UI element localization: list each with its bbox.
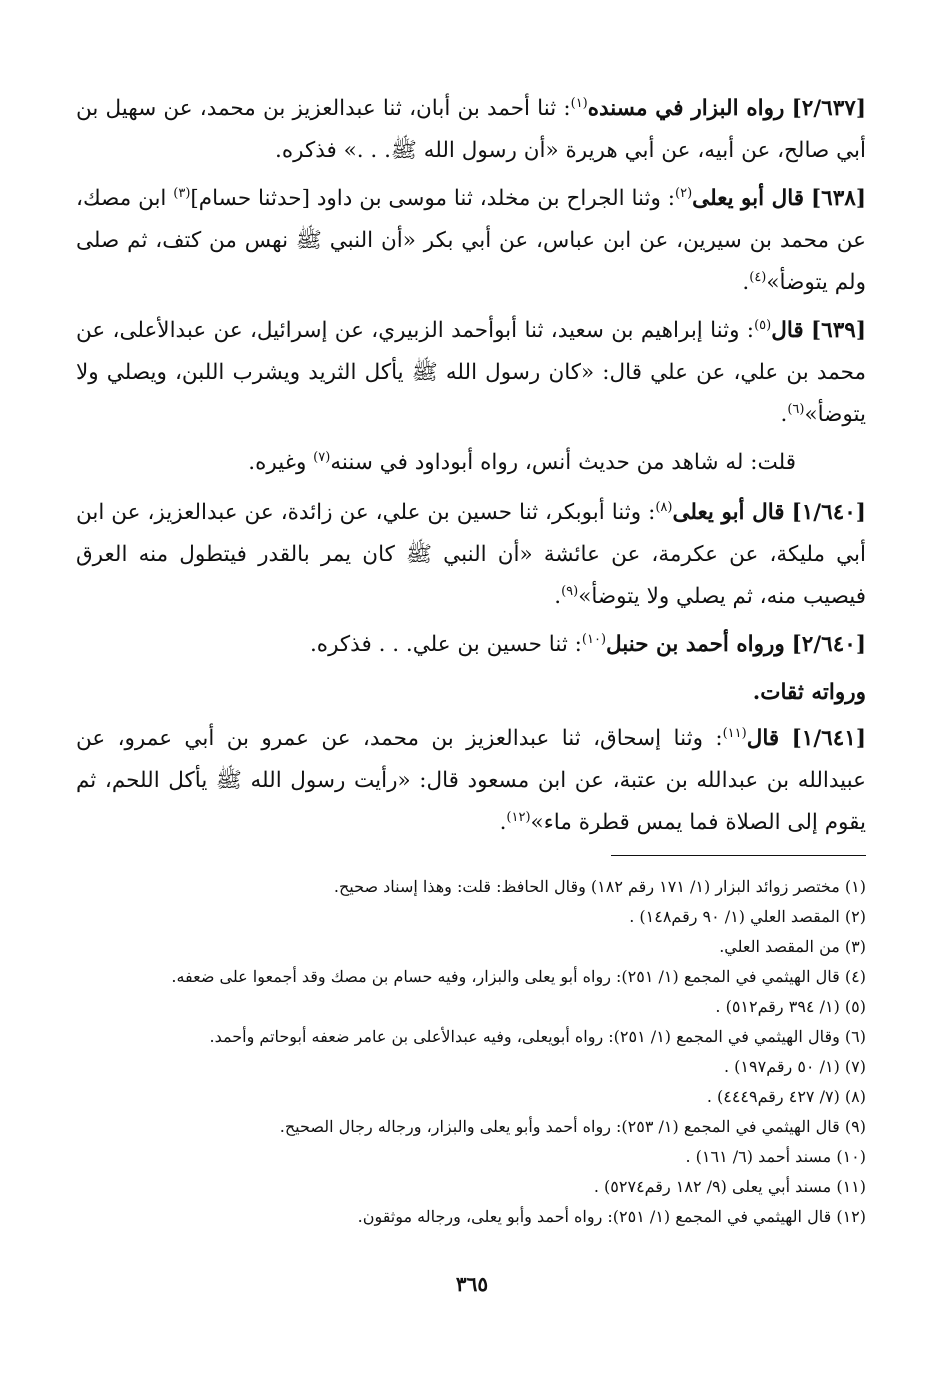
footnote-marker: (٨) <box>655 499 673 515</box>
hadith-637 <box>76 88 866 172</box>
footnote-marker: (١١) <box>722 725 747 741</box>
comment-text: وغيره. <box>248 450 314 475</box>
hadith-text: ابن مصك، عن محمد بن سيرين، عن ابن عباس، عن أبي بكر «أن النبي ﷺ نهس من كتف، ثم صلى ولم يتوضأ» <box>76 186 866 295</box>
hadith-source: قال <box>746 726 780 751</box>
comment-text: قلت: له شاهد من حديث أنس، رواه أبوداود في سننه <box>330 450 796 475</box>
footnote-marker: (٢) <box>675 185 693 201</box>
hadith-ref: [٦٣٨] <box>810 186 866 211</box>
hadith-639 <box>76 310 866 436</box>
footnote: (٢) المقصد العلي (١/ ٩٠ رقم١٤٨) . <box>629 907 866 926</box>
footnote-marker: (٥) <box>754 317 772 333</box>
hadith-641-1 <box>76 718 866 844</box>
footnote-marker: (١) <box>570 95 588 111</box>
main-text <box>76 88 866 850</box>
footnotes <box>76 872 866 1232</box>
footnote-marker: (٣) <box>173 185 191 201</box>
hadith-text: : ثنا أحمد بن أبان، ثنا عبدالعزيز بن محمد، عن سهيل بن أبي صالح، عن أبيه، عن أبي هريرة «أن رسول الله ﷺ. . .» فذكره. <box>76 96 866 163</box>
hadith-source: قال أبو يعلى <box>672 500 785 525</box>
footnote-marker: (٩) <box>561 583 579 599</box>
footnote: (١) مختصر زوائد البزار (١/ ١٧١ رقم ١٨٢) وقال الحافظ: قلت: وهذا إسناد صحيح. <box>333 877 866 896</box>
page-number: ٣٦٥ <box>455 1272 489 1296</box>
footnote: (٥) (١/ ٣٩٤ رقم٥١٢) . <box>715 997 866 1016</box>
hadith-source: ورواه أحمد بن حنبل <box>606 632 785 657</box>
hadith-ref: [٢/٦٤٠] <box>791 632 866 657</box>
footnote: (٣) من المقصد العلي. <box>719 937 866 956</box>
footnote: (١٢) قال الهيثمي في المجمع (١/ ٢٥١): رواه أحمد وأبو يعلى، ورجاله موثقون. <box>357 1207 866 1226</box>
hadith-ref: [٦٣٩] <box>810 318 866 343</box>
footnote: (١٠) مسند أحمد (٦/ ١٦١) . <box>685 1147 866 1166</box>
hadith-text: . <box>742 270 750 295</box>
footnote: (٦) وقال الهيثمي في المجمع (١/ ٢٥١): رواه أبويعلى، وفيه عبدالأعلى بن عامر ضعفه أبوحاتم وأحمد. <box>209 1027 866 1046</box>
footnote-marker: (٧) <box>313 449 331 465</box>
hadith-638 <box>76 178 866 304</box>
footnote: (٤) قال الهيثمي في المجمع (١/ ٢٥١): رواه أبو يعلى والبزار، وفيه حسام بن مصك وقد أجمعوا على ضعفه. <box>171 967 866 986</box>
hadith-640-1 <box>76 492 866 618</box>
footnote-separator <box>611 855 866 856</box>
hadith-text: . <box>554 584 562 609</box>
hadith-text: : وثنا الجراح بن مخلد، ثنا موسى بن داود [حدثنا حسام] <box>190 186 676 211</box>
hadith-ref: [١/٦٤٠] <box>791 500 866 525</box>
hadith-ref: [٢/٦٣٧] <box>791 96 866 121</box>
narrators-note: ورواته ثقات. <box>752 680 866 705</box>
footnote-marker: (١٠) <box>581 631 607 647</box>
footnote: (٩) قال الهيثمي في المجمع (١/ ٢٥٣): رواه أحمد وأبو يعلى والبزار، ورجاله رجال الصحيح. <box>279 1117 866 1136</box>
footnote-marker: (٤) <box>749 269 767 285</box>
footnote-marker: (٦) <box>787 401 805 417</box>
hadith-text: : ثنا حسين بن علي. . . فذكره. <box>309 632 582 657</box>
hadith-text: : وثنا إبراهيم بن سعيد، ثنا أبوأحمد الزبيري، عن إسرائيل، عن عبدالأعلى، عن محمد بن علي، عن علي قال: «كان رسول الله ﷺ يأكل الثريد ويشرب اللبن، ويصلي ولا يتوضأ» <box>76 318 866 427</box>
hadith-ref: [١/٦٤١] <box>791 726 866 751</box>
footnote-marker: (١٢) <box>506 809 531 825</box>
author-comment <box>76 442 866 484</box>
hadith-text: : وثنا إسحاق، ثنا عبدالعزيز بن محمد، عن عمرو بن أبي عمرو، عن عبيدالله بن عبدالله بن عتبة، عن ابن مسعود قال: «رأيت رسول الله ﷺ يأكل اللحم، ثم يقوم إلى الصلاة فما يمس قطرة ماء» <box>76 726 866 835</box>
hadith-source: قال <box>771 318 804 343</box>
footnote: (٨) (٧/ ٤٢٧ رقم٤٤٤٩) . <box>706 1087 866 1106</box>
hadith-source: قال أبو يعلى <box>692 186 805 211</box>
hadith-640-2 <box>76 624 866 666</box>
hadith-text: . <box>780 402 788 427</box>
hadith-text: . <box>499 810 507 835</box>
footnote: (١١) مسند أبي يعلى (٩/ ١٨٢ رقم٥٢٧٤) . <box>593 1177 866 1196</box>
footnote: (٧) (١/ ٥٠ رقم١٩٧) . <box>724 1057 866 1076</box>
hadith-source: رواه البزار في مسنده <box>587 96 785 121</box>
hadith-text: : وثنا أبوبكر، ثنا حسين بن علي، عن زائدة، عن عبدالعزيز، عن ابن أبي مليكة، عن عكرمة، عن عائشة «أن النبي ﷺ كان يمر بالقدر فيتطول منه العرق فيصيب منه، ثم يصلي ولا يتوضأ» <box>76 500 866 609</box>
